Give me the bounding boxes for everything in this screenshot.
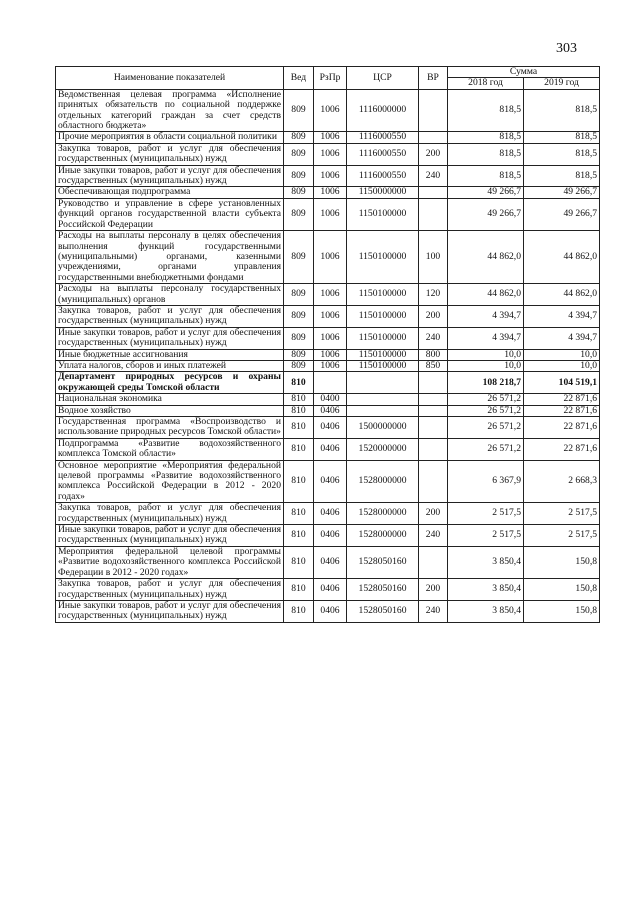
- cell-2018: 2 517,5: [448, 525, 524, 547]
- cell-vr: 240: [419, 600, 448, 622]
- cell-2018: 26 571,2: [448, 438, 524, 460]
- cell-2019: 2 668,3: [524, 460, 600, 503]
- table-row: [56, 525, 600, 547]
- cell-ved: 809: [284, 143, 314, 165]
- cell-vr: [419, 438, 448, 460]
- table-row: [56, 231, 600, 284]
- cell-vr: [419, 546, 448, 578]
- cell-ved: 810: [284, 417, 314, 439]
- cell-name: Департамент природных ресурсов и охраны окружающей среды Томской области: [56, 372, 284, 394]
- cell-csr: 1150100000: [347, 360, 419, 371]
- cell-csr: 1150000000: [347, 187, 419, 198]
- cell-vr: [419, 372, 448, 394]
- cell-vr: [419, 187, 448, 198]
- page-number: 303: [556, 41, 577, 56]
- cell-ved: 809: [284, 89, 314, 132]
- cell-vr: 200: [419, 143, 448, 165]
- cell-2019: 49 266,7: [524, 198, 600, 230]
- cell-2019: 22 871,6: [524, 417, 600, 439]
- header-2019: 2019 год: [524, 78, 600, 89]
- cell-rzpr: 0400: [314, 394, 347, 405]
- cell-csr: 1528000000: [347, 525, 419, 547]
- cell-2019: 10,0: [524, 349, 600, 360]
- cell-rzpr: 1006: [314, 132, 347, 143]
- cell-csr: 1116000000: [347, 89, 419, 132]
- cell-rzpr: 1006: [314, 231, 347, 284]
- cell-csr: 1528050160: [347, 600, 419, 622]
- cell-2018: 49 266,7: [448, 198, 524, 230]
- cell-name: Национальная экономика: [56, 394, 284, 405]
- cell-vr: 240: [419, 525, 448, 547]
- cell-2018: 818,5: [448, 89, 524, 132]
- cell-rzpr: 1006: [314, 187, 347, 198]
- header-vr: ВР: [419, 67, 448, 90]
- cell-ved: 810: [284, 394, 314, 405]
- cell-rzpr: 0406: [314, 417, 347, 439]
- header-csr: ЦСР: [347, 67, 419, 90]
- cell-ved: 809: [284, 198, 314, 230]
- cell-2019: 818,5: [524, 89, 600, 132]
- cell-rzpr: 1006: [314, 284, 347, 306]
- cell-name: Водное хозяйство: [56, 405, 284, 416]
- cell-rzpr: 0406: [314, 405, 347, 416]
- cell-csr: 1116000550: [347, 165, 419, 187]
- table-row: [56, 460, 600, 503]
- table-row: [56, 132, 600, 143]
- table-row: [56, 405, 600, 416]
- cell-name: Подпрограмма «Развитие водохозяйственного комплекса Томской области»: [56, 438, 284, 460]
- header-ved: Вед: [284, 67, 314, 90]
- cell-2019: 44 862,0: [524, 231, 600, 284]
- cell-2019: 150,8: [524, 546, 600, 578]
- cell-vr: 240: [419, 327, 448, 349]
- cell-vr: 240: [419, 165, 448, 187]
- cell-rzpr: 1006: [314, 89, 347, 132]
- cell-ved: 810: [284, 600, 314, 622]
- cell-2018: 3 850,4: [448, 600, 524, 622]
- cell-csr: 1150100000: [347, 198, 419, 230]
- cell-rzpr: 0406: [314, 525, 347, 547]
- header-name: Наименование показателей: [56, 67, 284, 90]
- cell-vr: [419, 394, 448, 405]
- cell-2019: 22 871,6: [524, 394, 600, 405]
- cell-name: Руководство и управление в сфере установленных функций органов государственной власти субъекта Российской Федерации: [56, 198, 284, 230]
- cell-csr: 1528050160: [347, 579, 419, 601]
- cell-2018: 4 394,7: [448, 327, 524, 349]
- cell-2018: 818,5: [448, 143, 524, 165]
- cell-csr: 1150100000: [347, 231, 419, 284]
- cell-name: Основное мероприятие «Мероприятия федеральной целевой программы «Развитие водохозяйственного комплекса Российской Федерации в 2012 - 2020 годах»: [56, 460, 284, 503]
- cell-2018: 26 571,2: [448, 405, 524, 416]
- table-row: [56, 438, 600, 460]
- table-row: [56, 394, 600, 405]
- table-row: [56, 579, 600, 601]
- cell-2019: 150,8: [524, 600, 600, 622]
- cell-vr: 200: [419, 503, 448, 525]
- table-row: [56, 165, 600, 187]
- cell-rzpr: 1006: [314, 327, 347, 349]
- table-row: [56, 198, 600, 230]
- cell-2019: 4 394,7: [524, 327, 600, 349]
- table-row: [56, 284, 600, 306]
- cell-rzpr: 1006: [314, 198, 347, 230]
- cell-csr: 1528000000: [347, 460, 419, 503]
- cell-ved: 809: [284, 305, 314, 327]
- cell-2018: 3 850,4: [448, 546, 524, 578]
- cell-2018: 4 394,7: [448, 305, 524, 327]
- cell-ved: 809: [284, 165, 314, 187]
- cell-rzpr: 0406: [314, 579, 347, 601]
- cell-rzpr: 1006: [314, 143, 347, 165]
- cell-2018: 2 517,5: [448, 503, 524, 525]
- cell-ved: 810: [284, 525, 314, 547]
- cell-rzpr: [314, 372, 347, 394]
- cell-ved: 810: [284, 503, 314, 525]
- cell-csr: 1150100000: [347, 349, 419, 360]
- cell-2018: 3 850,4: [448, 579, 524, 601]
- cell-rzpr: 1006: [314, 305, 347, 327]
- cell-csr: 1150100000: [347, 327, 419, 349]
- cell-2018: 108 218,7: [448, 372, 524, 394]
- cell-2019: 44 862,0: [524, 284, 600, 306]
- cell-rzpr: 0406: [314, 600, 347, 622]
- cell-csr: 1116000550: [347, 143, 419, 165]
- cell-vr: [419, 132, 448, 143]
- cell-2019: 818,5: [524, 165, 600, 187]
- table-row: [56, 503, 600, 525]
- cell-ved: 810: [284, 460, 314, 503]
- cell-2019: 2 517,5: [524, 503, 600, 525]
- cell-vr: 200: [419, 305, 448, 327]
- cell-name: Прочие мероприятия в области социальной политики: [56, 132, 284, 143]
- cell-ved: 810: [284, 405, 314, 416]
- cell-ved: 809: [284, 327, 314, 349]
- cell-2018: 6 367,9: [448, 460, 524, 503]
- cell-2018: 10,0: [448, 360, 524, 371]
- table-row: [56, 546, 600, 578]
- table-row: [56, 417, 600, 439]
- cell-vr: [419, 405, 448, 416]
- cell-csr: 1520000000: [347, 438, 419, 460]
- cell-rzpr: 0406: [314, 546, 347, 578]
- cell-2019: 4 394,7: [524, 305, 600, 327]
- cell-2018: 818,5: [448, 165, 524, 187]
- cell-name: Закупка товаров, работ и услуг для обеспечения государственных (муниципальных) нужд: [56, 143, 284, 165]
- cell-name: Закупка товаров, работ и услуг для обеспечения государственных (муниципальных) нужд: [56, 579, 284, 601]
- cell-name: Иные закупки товаров, работ и услуг для обеспечения государственных (муниципальных) нужд: [56, 327, 284, 349]
- cell-vr: [419, 417, 448, 439]
- cell-2019: 2 517,5: [524, 525, 600, 547]
- cell-name: Иные закупки товаров, работ и услуг для обеспечения государственных (муниципальных) нужд: [56, 525, 284, 547]
- cell-vr: [419, 198, 448, 230]
- cell-name: Расходы на выплаты персоналу государственных (муниципальных) органов: [56, 284, 284, 306]
- table-row: [56, 600, 600, 622]
- budget-table: [55, 66, 600, 623]
- cell-vr: 120: [419, 284, 448, 306]
- cell-ved: 810: [284, 438, 314, 460]
- cell-vr: 800: [419, 349, 448, 360]
- table-row: [56, 372, 600, 394]
- cell-ved: 809: [284, 231, 314, 284]
- cell-ved: 809: [284, 284, 314, 306]
- cell-rzpr: 0406: [314, 460, 347, 503]
- table-row: [56, 349, 600, 360]
- table-row: [56, 187, 600, 198]
- cell-vr: [419, 460, 448, 503]
- cell-ved: 809: [284, 360, 314, 371]
- cell-csr: [347, 372, 419, 394]
- cell-2019: 818,5: [524, 132, 600, 143]
- cell-rzpr: 1006: [314, 165, 347, 187]
- cell-name: Закупка товаров, работ и услуг для обеспечения государственных (муниципальных) нужд: [56, 503, 284, 525]
- cell-name: Мероприятия федеральной целевой программы «Развитие водохозяйственного комплекса Российской Федерации в 2012 - 2020 годах»: [56, 546, 284, 578]
- cell-2019: 22 871,6: [524, 405, 600, 416]
- cell-2019: 49 266,7: [524, 187, 600, 198]
- cell-vr: [419, 89, 448, 132]
- cell-rzpr: 1006: [314, 349, 347, 360]
- cell-2019: 104 519,1: [524, 372, 600, 394]
- cell-name: Расходы на выплаты персоналу в целях обеспечения выполнения функций государственными (муниципальными) органами, казенными учреждениями, органами управления государственными внебюджетными фондами: [56, 231, 284, 284]
- cell-name: Государственная программа «Воспроизводство и использование природных ресурсов Томской области»: [56, 417, 284, 439]
- cell-2019: 22 871,6: [524, 438, 600, 460]
- cell-vr: 200: [419, 579, 448, 601]
- cell-name: Иные бюджетные ассигнования: [56, 349, 284, 360]
- cell-2019: 818,5: [524, 143, 600, 165]
- cell-2018: 49 266,7: [448, 187, 524, 198]
- cell-ved: 810: [284, 546, 314, 578]
- cell-rzpr: 0406: [314, 438, 347, 460]
- cell-2018: 10,0: [448, 349, 524, 360]
- cell-ved: 810: [284, 579, 314, 601]
- cell-rzpr: 0406: [314, 503, 347, 525]
- cell-ved: 809: [284, 349, 314, 360]
- cell-vr: 100: [419, 231, 448, 284]
- table-row: [56, 360, 600, 371]
- cell-rzpr: 1006: [314, 360, 347, 371]
- cell-2019: 150,8: [524, 579, 600, 601]
- cell-csr: 1150100000: [347, 305, 419, 327]
- cell-csr: 1500000000: [347, 417, 419, 439]
- cell-name: Ведомственная целевая программа «Исполнение принятых обязательств по социальной поддержке отдельных категорий граждан за счет средств областного бюджета»: [56, 89, 284, 132]
- cell-name: Закупка товаров, работ и услуг для обеспечения государственных (муниципальных) нужд: [56, 305, 284, 327]
- cell-ved: 809: [284, 132, 314, 143]
- header-sum: Сумма: [448, 67, 600, 78]
- header-2018: 2018 год: [448, 78, 524, 89]
- table-row: [56, 143, 600, 165]
- cell-2019: 10,0: [524, 360, 600, 371]
- cell-csr: 1150100000: [347, 284, 419, 306]
- cell-name: Обеспечивающая подпрограмма: [56, 187, 284, 198]
- cell-2018: 26 571,2: [448, 394, 524, 405]
- cell-2018: 818,5: [448, 132, 524, 143]
- cell-csr: [347, 394, 419, 405]
- table-row: [56, 89, 600, 132]
- cell-2018: 44 862,0: [448, 231, 524, 284]
- cell-ved: 810: [284, 372, 314, 394]
- table-row: [56, 327, 600, 349]
- cell-csr: [347, 405, 419, 416]
- header-rzpr: РзПр: [314, 67, 347, 90]
- table-body: [56, 89, 600, 622]
- cell-csr: 1116000550: [347, 132, 419, 143]
- cell-csr: 1528000000: [347, 503, 419, 525]
- cell-vr: 850: [419, 360, 448, 371]
- cell-2018: 44 862,0: [448, 284, 524, 306]
- table-row: [56, 305, 600, 327]
- cell-ved: 809: [284, 187, 314, 198]
- cell-name: Уплата налогов, сборов и иных платежей: [56, 360, 284, 371]
- cell-name: Иные закупки товаров, работ и услуг для обеспечения государственных (муниципальных) нужд: [56, 600, 284, 622]
- cell-name: Иные закупки товаров, работ и услуг для обеспечения государственных (муниципальных) нужд: [56, 165, 284, 187]
- cell-2018: 26 571,2: [448, 417, 524, 439]
- cell-csr: 1528050160: [347, 546, 419, 578]
